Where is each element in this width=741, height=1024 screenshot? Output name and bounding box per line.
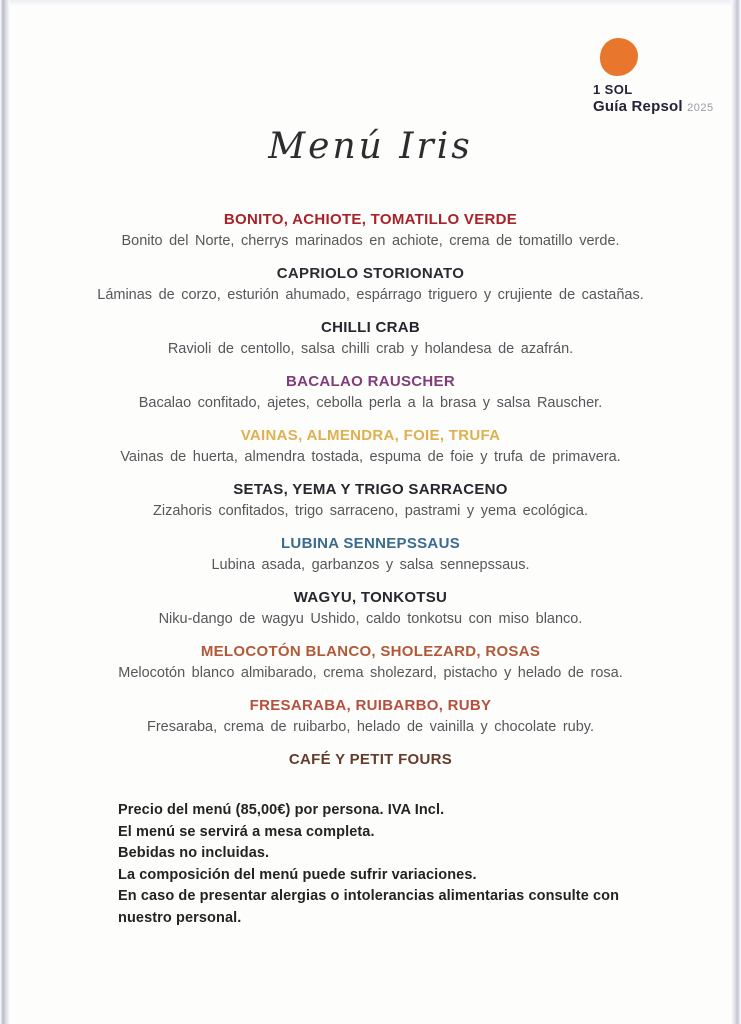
repsol-brand-line — [593, 98, 733, 115]
page-title: Menú Iris — [268, 126, 473, 167]
dish-description: Niku-dango de wagyu Ushido, caldo tonkotsu con miso blanco. — [158, 611, 583, 627]
full-table-note: El menú se servirá a mesa completa. — [118, 823, 375, 840]
sun-icon — [600, 38, 638, 76]
dish-name: CAPRIOLO STORIONATO — [276, 265, 465, 282]
drinks-note: Bebidas no incluidas. — [118, 845, 270, 861]
allergies-note: En caso de presentar alergias o intolerancias alimentarias consulte con nuestro personal. — [118, 888, 620, 926]
dish-name: FRESARABA, RUIBARBO, RUBY — [249, 697, 492, 714]
menu-item — [0, 533, 741, 576]
menu-item — [0, 479, 741, 522]
repsol-brand-label: Guía Repsol — [593, 98, 683, 115]
dish-description: Láminas de corzo, esturión ahumado, espárrago triguero y crujiente de castañas. — [97, 287, 644, 303]
menu-item — [0, 263, 741, 306]
page-edge-right — [731, 0, 741, 1024]
repsol-award-label: 1 SOL — [593, 82, 633, 97]
dish-name: BACALAO RAUSCHER — [286, 373, 455, 390]
dish-name: WAGYU, TONKOTSU — [293, 589, 448, 606]
variations-note: La composición del menú puede sufrir variaciones. — [118, 866, 477, 883]
dish-description: Melocotón blanco almibarado, crema sholezard, pistacho y helado de rosa. — [118, 665, 623, 681]
dish-name: CAFÉ Y PETIT FOURS — [288, 751, 453, 768]
menu-conditions — [118, 800, 626, 929]
guia-repsol-logo — [593, 38, 733, 115]
dish-description: Ravioli de centollo, salsa chilli crab y holandesa de azafrán. — [167, 341, 574, 357]
dish-name: BONITO, ACHIOTE, TOMATILLO VERDE — [223, 211, 518, 228]
dish-name: SETAS, YEMA Y TRIGO SARRACENO — [233, 481, 508, 498]
dish-name: VAINAS, ALMENDRA, FOIE, TRUFA — [240, 427, 501, 444]
page-edge-top — [0, 0, 741, 6]
dish-description: Zizahoris confitados, trigo sarraceno, pastrami y yema ecológica. — [153, 503, 588, 519]
dish-description: Lubina asada, garbanzos y salsa sennepssaus. — [211, 557, 530, 573]
dish-name: LUBINA SENNEPSSAUS — [280, 535, 461, 552]
menu-item — [0, 317, 741, 360]
dish-description: Bonito del Norte, cherrys marinados en achiote, crema de tomatillo verde. — [121, 233, 620, 249]
menu-item — [0, 209, 741, 252]
menu-item — [0, 587, 741, 630]
dish-description: Vainas de huerta, almendra tostada, espuma de foie y trufa de primavera. — [120, 449, 621, 465]
menu-item — [0, 695, 741, 738]
price-note: Precio del menú (85,00€) por persona. IVA Incl. — [118, 802, 445, 818]
repsol-year-label: 2025 — [687, 102, 714, 114]
menu-list — [0, 209, 741, 770]
menu-item — [0, 641, 741, 684]
dish-description: Fresaraba, crema de ruibarbo, helado de vainilla y chocolate ruby. — [147, 719, 594, 735]
page-edge-left — [0, 0, 10, 1024]
dish-name: CHILLI CRAB — [320, 319, 421, 336]
menu-item — [0, 371, 741, 414]
menu-item — [0, 749, 741, 770]
dish-description: Bacalao confitado, ajetes, cebolla perla a la brasa y salsa Rauscher. — [138, 395, 603, 411]
menu-item — [0, 425, 741, 468]
dish-name: MELOCOTÓN BLANCO, SHOLEZARD, ROSAS — [200, 643, 541, 660]
